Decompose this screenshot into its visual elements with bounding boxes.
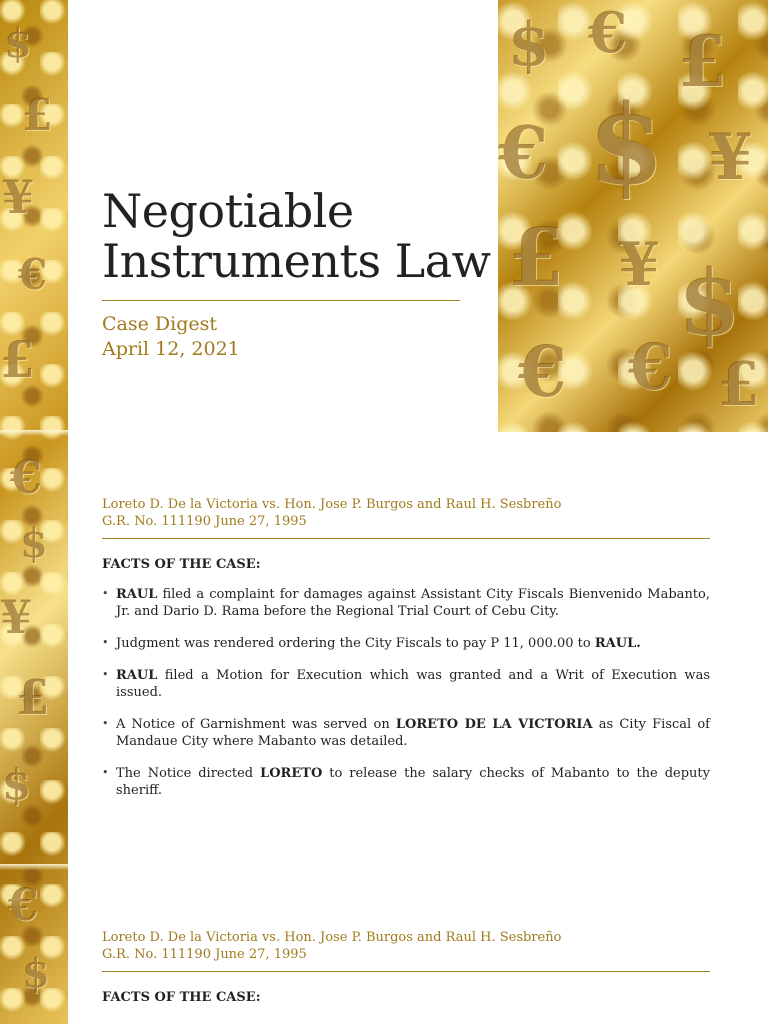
dollar-glyph-icon: $ [2,760,32,809]
item-text: Judgment was rendered ordering the City Fiscals to pay P 11, 000.00 to [116,636,595,651]
yen-glyph-icon: ¥ [0,590,33,644]
dollar-glyph-icon: $ [588,80,665,209]
dollar-glyph-icon: $ [678,250,741,356]
pound-glyph-icon: £ [678,20,727,103]
euro-glyph-icon: € [18,250,48,299]
euro-glyph-icon: € [498,110,549,195]
strip-divider [0,864,68,870]
dollar-glyph-icon: $ [4,20,32,67]
currency-pattern-strip [0,0,68,1024]
case-slide-1 [102,496,710,814]
case-divider [102,538,710,539]
bold-text: LORETO [260,766,323,781]
pound-glyph-icon: £ [508,210,564,304]
currency-pattern-image [498,0,768,432]
item-text: to release the salary checks of Mabanto to the deputy sheriff. [116,766,710,798]
euro-glyph-icon: € [8,880,39,931]
case-parties: Loreto D. De la Victoria vs. Hon. Jose P. Burgos and Raul H. Sesbreño [102,930,562,945]
case-number: G.R. No. 111190 June 27, 1995 [102,947,307,962]
case-title [102,929,710,963]
case-parties: Loreto D. De la Victoria vs. Hon. Jose P. Burgos and Raul H. Sesbreño [102,497,562,512]
bold-text: LORETO DE LA VICTORIA [395,717,593,732]
dollar-glyph-icon: $ [20,520,48,567]
strip-divider [0,430,68,436]
page-title [102,186,492,286]
list-item [102,716,710,750]
bold-text: RAUL [116,668,158,683]
facts-heading: FACTS OF THE CASE: [102,557,261,572]
pound-glyph-icon: £ [718,350,760,420]
list-item [102,635,710,652]
euro-glyph-icon: € [588,0,627,66]
subtitle-line-2: April 12, 2021 [102,338,240,360]
facts-heading: FACTS OF THE CASE: [102,990,261,1005]
pound-glyph-icon: £ [22,90,53,141]
case-slide-2 [102,929,710,1005]
item-text: The Notice directed [116,766,261,781]
item-text: filed a complaint for damages against Assistant City Fiscals Bienvenido Mabanto, Jr. and Dario D. Rama before the Regional Trial Court of Cebu City. [116,587,710,619]
pound-glyph-icon: £ [0,330,35,389]
list-item [102,667,710,701]
list-item [102,765,710,799]
title-divider [102,300,460,301]
subtitle [102,312,240,362]
item-text: as City Fiscal of Mandaue City where Mabanto was detailed. [116,717,710,749]
title-line-2: Instruments Law [102,234,491,288]
case-number: G.R. No. 111190 June 27, 1995 [102,514,307,529]
item-text: filed a Motion for Execution which was granted and a Writ of Execution was issued. [116,668,710,700]
bold-text: RAUL [116,587,158,602]
title-line-1: Negotiable [102,184,354,238]
euro-glyph-icon: € [518,330,567,413]
pound-glyph-icon: £ [16,670,50,726]
dollar-glyph-icon: $ [508,10,550,80]
bold-text: RAUL. [594,636,641,651]
euro-glyph-icon: € [10,450,43,504]
yen-glyph-icon: ¥ [708,120,753,195]
case-divider [102,971,710,972]
subtitle-line-1: Case Digest [102,313,218,335]
facts-list [102,586,710,799]
euro-glyph-icon: € [628,330,673,405]
dollar-glyph-icon: $ [22,950,50,997]
yen-glyph-icon: ¥ [618,230,660,300]
item-text: A Notice of Garnishment was served on [116,717,396,732]
list-item [102,586,710,620]
yen-glyph-icon: ¥ [2,170,35,224]
case-title [102,496,710,530]
